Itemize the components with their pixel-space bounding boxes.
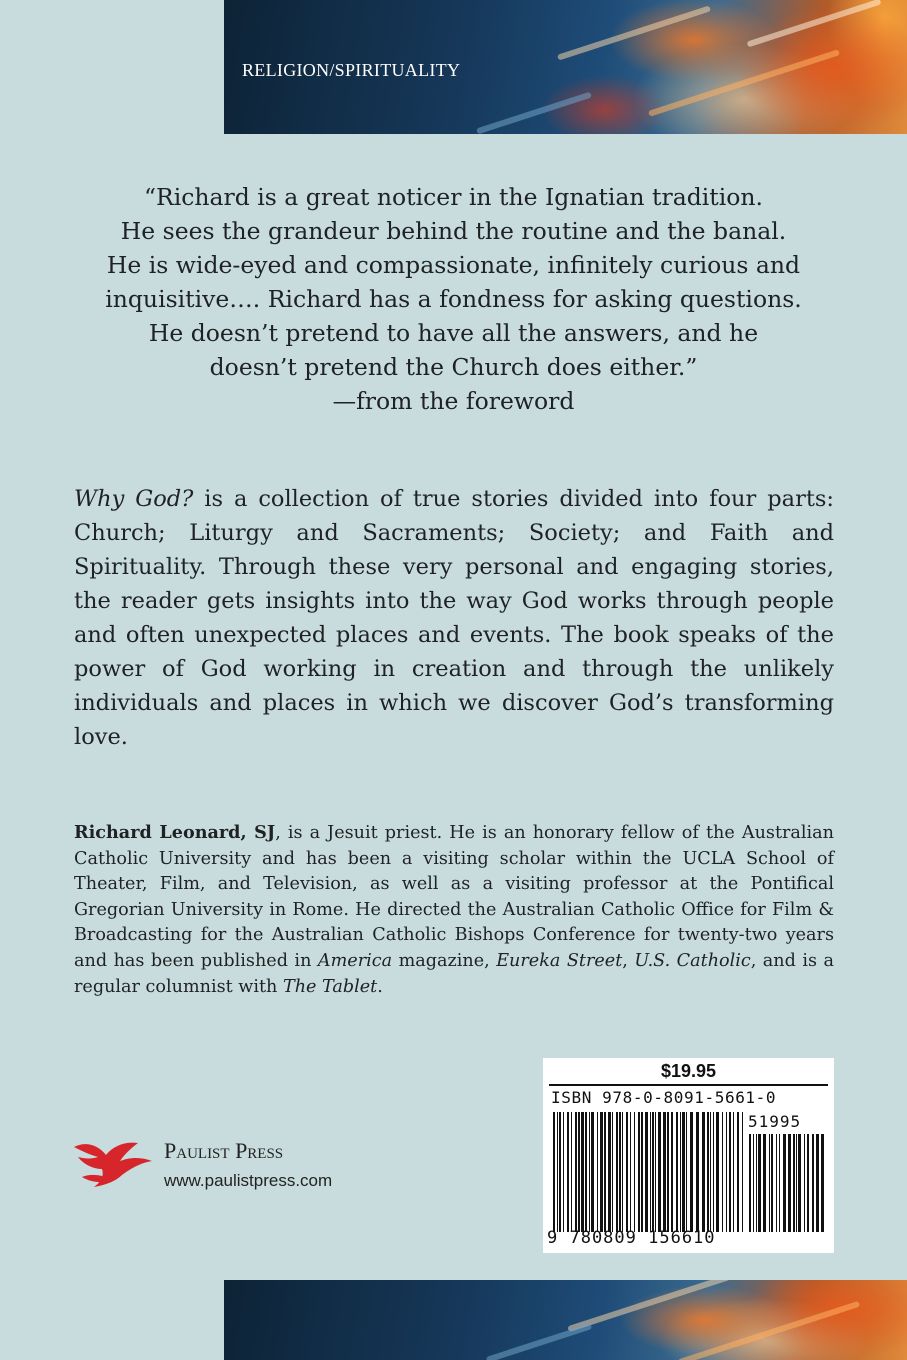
price-label: $19.95 — [660, 1061, 717, 1081]
publication-name: Eureka Street — [496, 950, 623, 971]
quote-line: inquisitive…. Richard has a fondness for asking questions. — [105, 285, 802, 313]
barcode-bar — [652, 1112, 654, 1232]
barcode-bar — [733, 1112, 734, 1232]
barcode-bar — [575, 1112, 577, 1232]
barcode-bar — [742, 1112, 743, 1232]
barcode-bar — [604, 1112, 606, 1232]
barcode-bar — [600, 1112, 603, 1232]
bio-text: magazine, — [392, 950, 497, 971]
barcode-bar — [682, 1112, 685, 1232]
barcode-bar — [726, 1112, 727, 1232]
bio-text: , — [622, 950, 635, 971]
barcode-bar — [641, 1112, 643, 1232]
barcode-bar — [769, 1134, 770, 1232]
barcode-bar — [788, 1134, 791, 1232]
barcode-bar — [713, 1112, 714, 1232]
barcode-bar — [793, 1134, 795, 1232]
barcode-bar — [612, 1112, 613, 1232]
barcode-bar — [702, 1112, 705, 1232]
barcode-bar — [638, 1112, 640, 1232]
barcode-bar — [663, 1112, 666, 1232]
barcode-bar — [626, 1112, 628, 1232]
ean-barcode — [553, 1112, 743, 1232]
barcode-bar — [571, 1112, 572, 1232]
author-bio — [74, 820, 834, 1000]
barcode-bar — [676, 1112, 678, 1232]
barcode-bar — [776, 1134, 777, 1232]
barcode-bar — [597, 1112, 598, 1232]
barcode-bar — [707, 1112, 709, 1232]
barcode-bar — [608, 1112, 611, 1232]
quote-line: He is wide-eyed and compassionate, infinitely curious and — [106, 251, 801, 279]
barcode-bar — [591, 1112, 594, 1232]
barcode-bar — [559, 1112, 561, 1232]
barcode-bar — [686, 1112, 687, 1232]
barcode-bar — [807, 1134, 809, 1232]
barcode-bar — [804, 1134, 805, 1232]
barcode-bar — [737, 1112, 739, 1232]
paulist-dove-logo-icon — [72, 1133, 154, 1193]
barcode-bar — [756, 1134, 757, 1232]
barcode-bar — [749, 1134, 751, 1232]
barcode-bar — [650, 1112, 651, 1232]
quote-line: He doesn’t pretend to have all the answers, and he — [148, 319, 759, 347]
author-name: Richard Leonard, SJ — [74, 822, 276, 843]
barcode-bar — [619, 1112, 621, 1232]
bio-text: , is a Jesuit priest. He is an honorary fellow of the Australian Catholic University and has been a visiting scholar within the UCLA School of Theater, Film, and Television, as well as a visiting professor at the Pontifical Gregorian University in Rome. He directed the Australian Catholic Office for Film & Broadcasting for the Australian Catholic Bishops Conference for twenty-two years and has been published in — [74, 823, 834, 971]
barcode-bar — [812, 1134, 814, 1232]
bottom-artwork-banner — [224, 1280, 907, 1360]
barcode-bar — [798, 1134, 801, 1232]
description-text: is a collection of true stories divided into four parts: Church; Liturgy and Sacraments; Society; and Faith and Spirituality. Through these very personal and engaging stories, the reader gets insights into the way God works through people and often unexpected places and events. The book speaks of the power of God working in creation and through the unlikely individuals and places in which we discover God’s transforming love. — [74, 486, 834, 750]
barcode-bar — [616, 1112, 618, 1232]
publisher-name: Paulist Press — [164, 1138, 284, 1163]
barcode-bar — [779, 1134, 780, 1232]
barcode-bar — [671, 1112, 673, 1232]
barcode-box — [543, 1058, 834, 1253]
barcode-bar — [655, 1112, 656, 1232]
quote-line: “Richard is a great noticer in the Ignatian tradition. — [143, 183, 763, 211]
barcode-bar — [630, 1112, 631, 1232]
barcode-bar — [821, 1134, 824, 1232]
barcode-bar — [816, 1134, 819, 1232]
barcode-bar — [729, 1112, 731, 1232]
barcode-bar — [581, 1112, 584, 1232]
barcode-bar — [716, 1112, 719, 1232]
quote-line: He sees the grandeur behind the routine and the banal. — [120, 217, 787, 245]
barcode-bar — [722, 1112, 723, 1232]
publisher-url: www.paulistpress.com — [164, 1171, 333, 1190]
barcode-bar — [645, 1112, 648, 1232]
addon-barcode — [749, 1134, 825, 1232]
publication-name: The Tablet — [282, 976, 378, 997]
barcode-bar — [680, 1112, 681, 1232]
barcode-bar — [690, 1112, 693, 1232]
book-description — [74, 482, 834, 754]
barcode-bar — [622, 1112, 623, 1232]
barcode-bar — [753, 1134, 754, 1232]
barcode-bar — [658, 1112, 661, 1232]
quote-attribution: —from the foreword — [332, 387, 575, 415]
barcode-bar — [710, 1112, 711, 1232]
barcode-bar — [796, 1134, 797, 1232]
barcode-bar — [563, 1112, 564, 1232]
bio-text: . — [377, 976, 383, 997]
ean-number: 9 780809 156610 — [547, 1228, 716, 1248]
publisher-block — [72, 1133, 402, 1203]
barcode-bar — [696, 1112, 699, 1232]
barcode-bar — [585, 1112, 587, 1232]
foreword-quote — [60, 180, 847, 418]
addon-number: 51995 — [748, 1112, 802, 1131]
top-artwork-banner — [224, 0, 907, 134]
barcode-bar — [771, 1134, 773, 1232]
book-title: Why God? — [74, 486, 194, 512]
quote-line: doesn’t pretend the Church does either.” — [209, 353, 698, 381]
barcode-bar — [634, 1112, 635, 1232]
barcode-bar — [557, 1112, 558, 1232]
barcode-bar — [667, 1112, 669, 1232]
category-label: RELIGION/SPIRITUALITY — [242, 60, 461, 80]
price-divider — [549, 1084, 828, 1086]
publication-name: U.S. Catholic — [634, 950, 751, 971]
barcode-bar — [553, 1112, 555, 1232]
barcode-bar — [783, 1134, 786, 1232]
barcode-bar — [758, 1134, 761, 1232]
barcode-bar — [578, 1112, 580, 1232]
publication-name: America — [317, 950, 393, 971]
barcode-bar — [763, 1134, 766, 1232]
barcode-bar — [589, 1112, 590, 1232]
bio-text: , and is a regular columnist with — [74, 950, 835, 997]
barcode-bar — [567, 1112, 569, 1232]
isbn-text: ISBN 978-0-8091-5661-0 — [551, 1088, 777, 1107]
